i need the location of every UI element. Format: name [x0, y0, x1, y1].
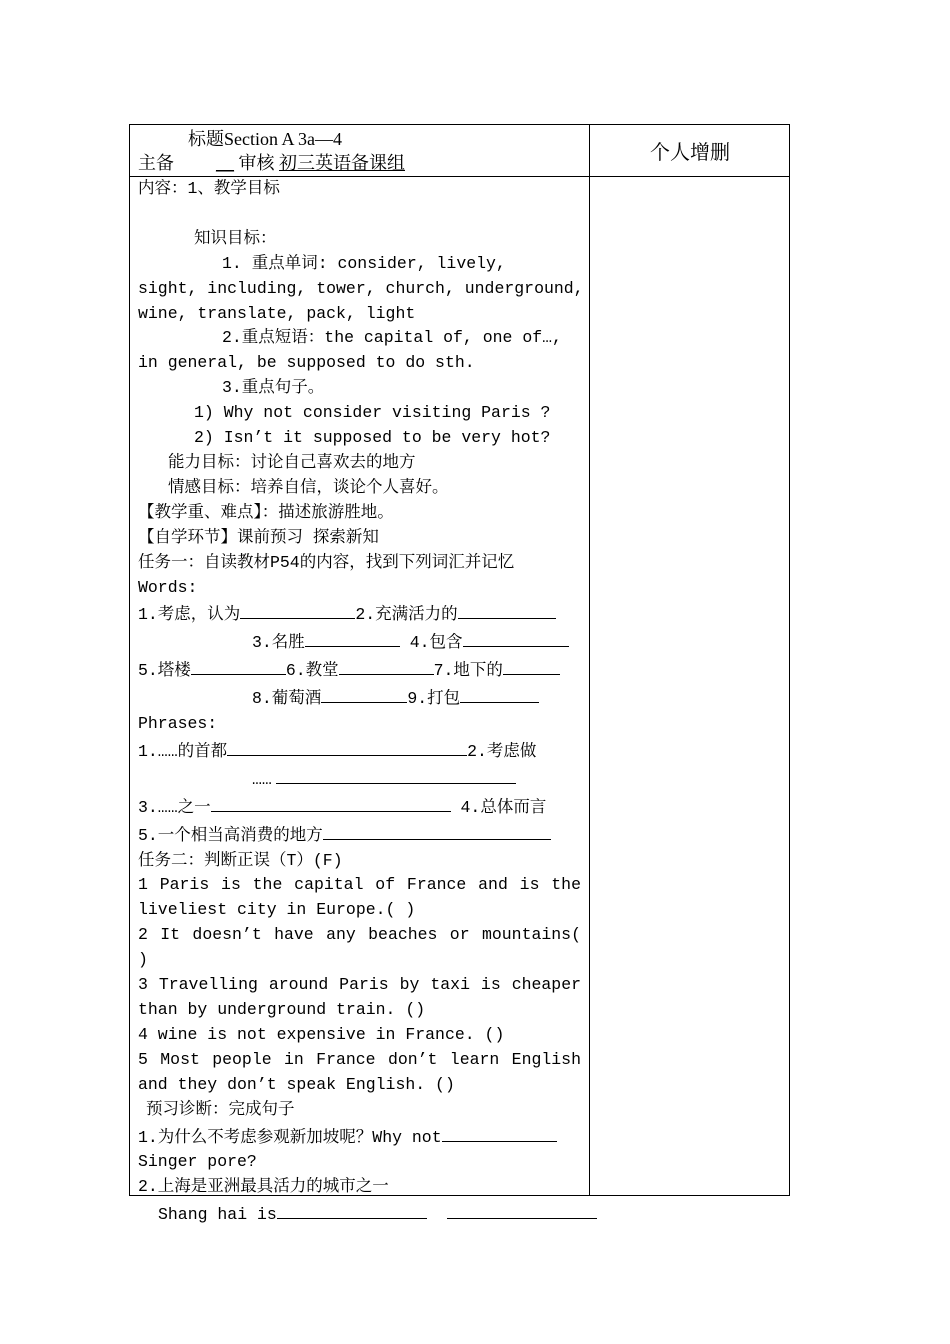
knowledge-goal: 知识目标：	[194, 228, 277, 248]
review-value: 初三英语备课组	[279, 153, 405, 173]
header-info	[138, 127, 583, 175]
true-false-item: 4 wine is not expensive in France. ()	[138, 1024, 505, 1044]
answer-blank[interactable]	[211, 793, 451, 812]
key-phrases-line: 2.重点短语：the capital of, one of…,	[222, 328, 562, 348]
sentence-item: Shang hai is	[138, 1200, 581, 1228]
true-false-item: 2 It doesn’t have any beaches or mountains( )	[138, 925, 581, 970]
lead-label: 主备	[138, 153, 174, 173]
answer-blank[interactable]	[458, 600, 556, 619]
task-one: 任务一：自读教材P54的内容，找到下列词汇并记忆	[138, 552, 515, 572]
answer-blank[interactable]	[339, 656, 434, 675]
sentence-item: 1.为什么不考虑参观新加坡呢？Why not	[138, 1123, 581, 1151]
phrases-row: 1.……的首都 2.考虑做	[138, 737, 581, 765]
words-row: 1.考虑，认为 2.充满活力的	[138, 600, 581, 628]
key-sentence: 1) Why not consider visiting Paris ?	[194, 403, 551, 423]
answer-blank[interactable]	[191, 656, 286, 675]
words-row: 3.名胜 4.包含	[138, 628, 581, 656]
key-words-cont: sight, including, tower, church, underground,	[138, 278, 584, 298]
task-two: 任务二：判断正误（T）(F)	[138, 850, 343, 870]
true-false-item: 5 Most people in France don’t learn English and they don’t speak English. ()	[138, 1049, 581, 1094]
phrases-label: Phrases:	[138, 714, 218, 734]
answer-blank[interactable]	[442, 1123, 557, 1142]
true-false-item: 3 Travelling around Paris by taxi is cheaper than by underground train. ()	[138, 975, 581, 1019]
staff-line	[138, 151, 583, 175]
words-row: 5.塔楼 6.教堂 7.地下的	[138, 656, 581, 684]
answer-blank[interactable]	[447, 1200, 597, 1219]
ability-goal: 能力目标：讨论自己喜欢去的地方	[168, 452, 416, 472]
column-divider	[589, 125, 590, 1195]
side-column-title: 个人增删	[650, 142, 730, 164]
key-sentences-line: 3.重点句子。	[222, 378, 325, 398]
answer-blank[interactable]	[460, 684, 539, 703]
preview-diagnosis: 预习诊断：完成句子	[146, 1099, 295, 1119]
answer-blank[interactable]	[463, 628, 569, 647]
answer-blank[interactable]	[503, 656, 560, 675]
phrases-row: 5.一个相当高消费的地方	[138, 821, 581, 849]
self-study: 【自学环节】课前预习 探索新知	[138, 527, 379, 547]
key-words-line: 1. 重点单词: consider, lively,	[222, 253, 506, 273]
words-row: 8.葡萄酒 9.打包	[138, 684, 581, 712]
answer-blank[interactable]	[276, 765, 516, 784]
answer-blank[interactable]	[305, 628, 400, 647]
phrases-row: 3.……之一 4.总体而言	[138, 793, 581, 821]
key-words-cont: wine, translate, pack, light	[138, 303, 416, 323]
words-label: Words:	[138, 577, 198, 597]
sentence-item: Singer pore?	[138, 1152, 257, 1172]
sentence-item: 2.上海是亚洲最具活力的城市之一	[138, 1177, 389, 1197]
lesson-title: Section A 3a—4	[224, 129, 342, 149]
review-label: 审核	[238, 153, 275, 173]
key-phrases-cont: in general, be supposed to do sth.	[138, 353, 475, 373]
emotion-goal: 情感目标：培养自信，谈论个人喜好。	[168, 477, 449, 497]
answer-blank[interactable]	[227, 737, 467, 756]
title-line	[138, 127, 583, 151]
lead-blank: __	[216, 153, 234, 173]
lesson-plan-table	[129, 124, 790, 1225]
content-heading: 内容：1、教学目标	[138, 179, 280, 198]
answer-blank[interactable]	[240, 600, 355, 619]
answer-blank[interactable]	[277, 1200, 427, 1219]
answer-blank[interactable]	[323, 821, 551, 840]
key-sentence: 2) Isn’t it supposed to be very hot?	[194, 428, 551, 448]
key-points: 【教学重、难点】：描述旅游胜地。	[138, 502, 394, 522]
phrases-row: ……	[138, 765, 581, 793]
title-prefix: 标题	[188, 129, 224, 149]
true-false-item: 1 Paris is the capital of France and is the liveliest city in Europe.( )	[138, 875, 581, 920]
blank-line	[138, 202, 581, 227]
answer-blank[interactable]	[321, 684, 407, 703]
lesson-content	[138, 177, 584, 1228]
